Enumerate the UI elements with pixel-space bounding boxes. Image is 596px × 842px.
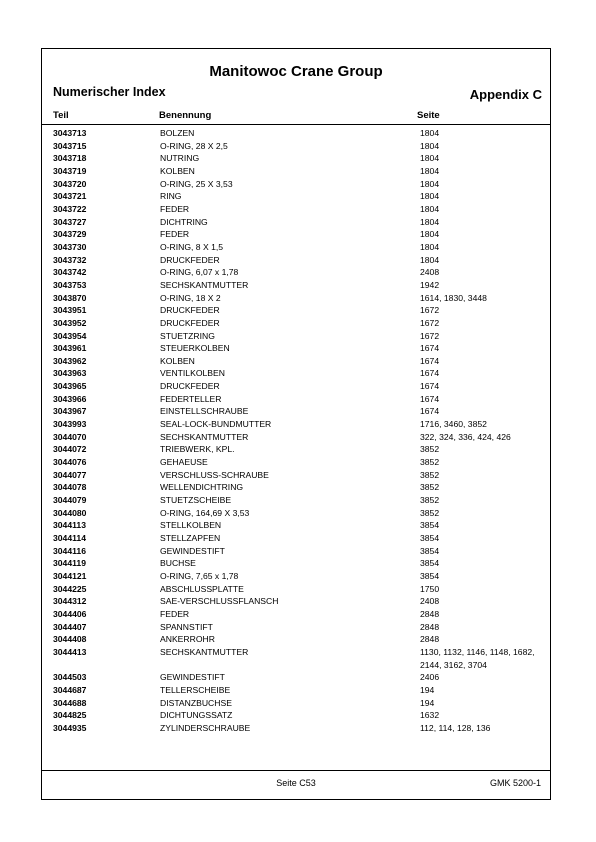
part-number: 3043742 bbox=[53, 267, 87, 278]
table-row bbox=[42, 355, 550, 368]
table-row bbox=[42, 570, 550, 583]
page-reference: 1804 bbox=[420, 140, 440, 151]
part-number: 3044413 bbox=[53, 646, 87, 657]
part-number: 3043993 bbox=[53, 419, 87, 430]
part-description: SAE-VERSCHLUSSFLANSCH bbox=[160, 596, 279, 607]
page-reference: 1674 bbox=[420, 406, 440, 417]
table-row bbox=[42, 317, 550, 330]
table-row bbox=[42, 557, 550, 570]
table-row bbox=[42, 418, 550, 431]
page-reference: 3852 bbox=[420, 469, 440, 480]
table-row bbox=[42, 140, 550, 153]
page-reference: 3852 bbox=[420, 507, 440, 518]
part-description: FEDER bbox=[160, 203, 190, 214]
part-description: ZYLINDERSCHRAUBE bbox=[160, 722, 251, 733]
part-number: 3044077 bbox=[53, 469, 87, 480]
part-description: DICHTUNGSSATZ bbox=[160, 710, 233, 721]
appendix-label: Appendix C bbox=[469, 87, 542, 102]
page-reference: 1804 bbox=[420, 216, 440, 227]
part-description: WELLENDICHTRING bbox=[160, 482, 244, 493]
part-description: O-RING, 164,69 X 3,53 bbox=[160, 507, 250, 518]
company-title: Manitowoc Crane Group bbox=[209, 63, 383, 80]
part-number: 3044072 bbox=[53, 444, 87, 455]
table-row bbox=[42, 152, 550, 165]
table-row bbox=[42, 697, 550, 710]
part-number: 3043715 bbox=[53, 140, 87, 151]
table-row bbox=[42, 519, 550, 532]
table-row bbox=[42, 405, 550, 418]
page-reference: 2848 bbox=[420, 634, 440, 645]
part-description: O-RING, 28 X 2,5 bbox=[160, 140, 228, 151]
table-row bbox=[42, 722, 550, 735]
part-description: VERSCHLUSS-SCHRAUBE bbox=[160, 469, 269, 480]
page-reference: 1804 bbox=[420, 203, 440, 214]
part-description: ABSCHLUSSPLATTE bbox=[160, 583, 244, 594]
part-number: 3044825 bbox=[53, 710, 87, 721]
part-description: EINSTELLSCHRAUBE bbox=[160, 406, 249, 417]
part-description: DRUCKFEDER bbox=[160, 305, 220, 316]
table-row bbox=[42, 241, 550, 254]
page-reference: 1672 bbox=[420, 317, 440, 328]
part-number: 3044407 bbox=[53, 621, 87, 632]
page-reference: 1804 bbox=[420, 229, 440, 240]
footer-divider bbox=[42, 770, 550, 771]
part-number: 3044116 bbox=[53, 545, 86, 556]
part-number: 3043718 bbox=[53, 153, 87, 164]
part-description: BUCHSE bbox=[160, 558, 196, 569]
page-reference: 3852 bbox=[420, 482, 440, 493]
part-description: FEDERTELLER bbox=[160, 393, 222, 404]
page-reference: 3854 bbox=[420, 558, 440, 569]
part-number: 3044935 bbox=[53, 722, 87, 733]
part-description: STUETZRING bbox=[160, 330, 215, 341]
part-number: 3043730 bbox=[53, 241, 87, 252]
page-reference: 1674 bbox=[420, 381, 440, 392]
part-number: 3043721 bbox=[53, 191, 87, 202]
page-reference: 1130, 1132, 1146, 1148, 1682, 2144, 3162, 3704 bbox=[420, 646, 535, 670]
part-number: 3043753 bbox=[53, 279, 87, 290]
part-description: STELLKOLBEN bbox=[160, 520, 222, 531]
page-reference: 1804 bbox=[420, 128, 440, 138]
table-row bbox=[42, 494, 550, 507]
page-reference: 3852 bbox=[420, 444, 440, 455]
page-reference: 1804 bbox=[420, 153, 440, 164]
part-number: 3044079 bbox=[53, 495, 87, 506]
part-number: 3043963 bbox=[53, 368, 87, 379]
part-description: STELLZAPFEN bbox=[160, 533, 221, 543]
part-number: 3044688 bbox=[53, 697, 87, 708]
part-number: 3043720 bbox=[53, 178, 87, 189]
part-number: 3043722 bbox=[53, 203, 87, 214]
part-description: FEDER bbox=[160, 608, 190, 619]
table-row bbox=[42, 216, 550, 229]
table-row bbox=[42, 633, 550, 646]
part-description: TELLERSCHEIBE bbox=[160, 684, 231, 695]
part-number: 3044406 bbox=[53, 608, 87, 619]
part-number: 3044687 bbox=[53, 684, 87, 695]
table-row bbox=[42, 165, 550, 178]
part-number: 3043732 bbox=[53, 254, 87, 265]
part-description: SECHSKANTMUTTER bbox=[160, 279, 249, 290]
page-reference: 1804 bbox=[420, 191, 440, 202]
part-number: 3044312 bbox=[53, 596, 87, 607]
part-description: O-RING, 8 X 1,5 bbox=[160, 241, 224, 252]
table-row bbox=[42, 671, 550, 684]
page-reference: 3854 bbox=[420, 520, 440, 531]
part-number: 3044225 bbox=[53, 583, 87, 594]
header-divider bbox=[42, 124, 550, 125]
part-number: 3043967 bbox=[53, 406, 87, 417]
part-number: 3043966 bbox=[53, 393, 87, 404]
table-row bbox=[42, 127, 550, 140]
part-description: NUTRING bbox=[160, 153, 200, 164]
table-row bbox=[42, 279, 550, 292]
part-description: GEWINDESTIFT bbox=[160, 672, 225, 683]
table-row bbox=[42, 583, 550, 596]
footer-page-number: Seite C53 bbox=[276, 778, 316, 788]
table-row bbox=[42, 266, 550, 279]
part-number: 3044121 bbox=[53, 570, 87, 581]
part-description: O-RING, 6,07 x 1,78 bbox=[160, 267, 239, 278]
part-description: DISTANZBUCHSE bbox=[160, 697, 232, 708]
part-number: 3043954 bbox=[53, 330, 87, 341]
part-number: 3044078 bbox=[53, 482, 87, 493]
page-reference: 3852 bbox=[420, 457, 440, 468]
part-description: DRUCKFEDER bbox=[160, 317, 220, 328]
page-reference: 3854 bbox=[420, 570, 440, 581]
table-row bbox=[42, 481, 550, 494]
table-row bbox=[42, 190, 550, 203]
table-row bbox=[42, 342, 550, 355]
part-number: 3043951 bbox=[53, 305, 87, 316]
page-reference: 1942 bbox=[420, 279, 440, 290]
table-row bbox=[42, 456, 550, 469]
page-reference: 112, 114, 128, 136 bbox=[420, 722, 491, 733]
page-reference: 1750 bbox=[420, 583, 440, 594]
part-description: O-RING, 7,65 x 1,78 bbox=[160, 570, 239, 581]
page-reference: 1674 bbox=[420, 393, 440, 404]
part-description: GEHAEUSE bbox=[160, 457, 208, 468]
table-row bbox=[42, 608, 550, 621]
column-header-teil: Teil bbox=[53, 110, 69, 121]
page-reference: 1632 bbox=[420, 710, 440, 721]
page-reference: 2848 bbox=[420, 621, 440, 632]
page-reference: 194 bbox=[420, 697, 435, 708]
page-reference: 1716, 3460, 3852 bbox=[420, 419, 487, 430]
column-header-seite: Seite bbox=[417, 110, 440, 121]
table-row bbox=[42, 292, 550, 305]
part-description: SPANNSTIFT bbox=[160, 621, 213, 632]
part-number: 3044076 bbox=[53, 457, 87, 468]
page-reference: 1804 bbox=[420, 254, 440, 265]
page-reference: 3854 bbox=[420, 533, 440, 543]
part-number: 3043719 bbox=[53, 165, 87, 176]
part-description: STUETZSCHEIBE bbox=[160, 495, 232, 506]
part-description: DICHTRING bbox=[160, 216, 208, 227]
part-description: TRIEBWERK, KPL. bbox=[160, 444, 235, 455]
part-number: 3043961 bbox=[53, 343, 87, 354]
table-row bbox=[42, 393, 550, 406]
table-row bbox=[42, 621, 550, 634]
table-row bbox=[42, 330, 550, 343]
part-number: 3044503 bbox=[53, 672, 87, 683]
part-description: SECHSKANTMUTTER bbox=[160, 646, 249, 657]
part-description: BOLZEN bbox=[160, 128, 195, 138]
table-row bbox=[42, 684, 550, 697]
table-row bbox=[42, 367, 550, 380]
part-number: 3044080 bbox=[53, 507, 87, 518]
part-description: O-RING, 18 X 2 bbox=[160, 292, 221, 303]
page-reference: 2406 bbox=[420, 672, 440, 683]
page-reference: 1804 bbox=[420, 241, 440, 252]
part-description: SECHSKANTMUTTER bbox=[160, 431, 249, 442]
page-reference: 1672 bbox=[420, 305, 440, 316]
part-number: 3044408 bbox=[53, 634, 87, 645]
page-reference: 2408 bbox=[420, 596, 440, 607]
column-header-benennung: Benennung bbox=[159, 110, 212, 121]
part-description: RING bbox=[160, 191, 182, 202]
part-number: 3043729 bbox=[53, 229, 87, 240]
table-row bbox=[42, 228, 550, 241]
page-reference: 1614, 1830, 3448 bbox=[420, 292, 487, 303]
part-number: 3044070 bbox=[53, 431, 87, 442]
table-row bbox=[42, 380, 550, 393]
part-description: VENTILKOLBEN bbox=[160, 368, 225, 379]
part-number: 3044113 bbox=[53, 520, 86, 531]
page-reference: 1674 bbox=[420, 343, 440, 354]
part-description: KOLBEN bbox=[160, 165, 195, 176]
part-description: DRUCKFEDER bbox=[160, 381, 220, 392]
part-description: STEUERKOLBEN bbox=[160, 343, 230, 354]
page-frame bbox=[41, 48, 551, 800]
page-reference: 2408 bbox=[420, 267, 440, 278]
table-row bbox=[42, 178, 550, 191]
table-row bbox=[42, 532, 550, 545]
page-reference: 3854 bbox=[420, 545, 440, 556]
table-row bbox=[42, 304, 550, 317]
part-number: 3044119 bbox=[53, 558, 86, 569]
table-row bbox=[42, 646, 550, 671]
table-row bbox=[42, 431, 550, 444]
part-description: O-RING, 25 X 3,53 bbox=[160, 178, 233, 189]
part-description: SEAL-LOCK-BUNDMUTTER bbox=[160, 419, 272, 430]
table-row bbox=[42, 709, 550, 722]
part-number: 3044114 bbox=[53, 533, 86, 543]
parts-table bbox=[42, 127, 550, 735]
page-reference: 2848 bbox=[420, 608, 440, 619]
table-row bbox=[42, 595, 550, 608]
part-number: 3043727 bbox=[53, 216, 87, 227]
part-number: 3043962 bbox=[53, 355, 87, 366]
part-description: DRUCKFEDER bbox=[160, 254, 220, 265]
page-reference: 1674 bbox=[420, 355, 440, 366]
part-number: 3043713 bbox=[53, 128, 87, 138]
part-number: 3043870 bbox=[53, 292, 87, 303]
table-row bbox=[42, 507, 550, 520]
footer-model: GMK 5200-1 bbox=[489, 778, 541, 788]
page-reference: 194 bbox=[420, 684, 435, 695]
table-row bbox=[42, 203, 550, 216]
table-row bbox=[42, 254, 550, 267]
page-reference: 1804 bbox=[420, 178, 440, 189]
part-description: GEWINDESTIFT bbox=[160, 545, 225, 556]
table-row bbox=[42, 443, 550, 456]
part-number: 3043952 bbox=[53, 317, 87, 328]
table-row bbox=[42, 469, 550, 482]
part-description: KOLBEN bbox=[160, 355, 195, 366]
page-reference: 3852 bbox=[420, 495, 440, 506]
part-number: 3043965 bbox=[53, 381, 87, 392]
part-description: ANKERROHR bbox=[160, 634, 215, 645]
table-row bbox=[42, 545, 550, 558]
page-reference: 1674 bbox=[420, 368, 440, 379]
page-reference: 322, 324, 336, 424, 426 bbox=[420, 431, 511, 442]
part-description: FEDER bbox=[160, 229, 190, 240]
page-reference: 1672 bbox=[420, 330, 440, 341]
page-reference: 1804 bbox=[420, 165, 440, 176]
index-subtitle: Numerischer Index bbox=[53, 85, 166, 99]
